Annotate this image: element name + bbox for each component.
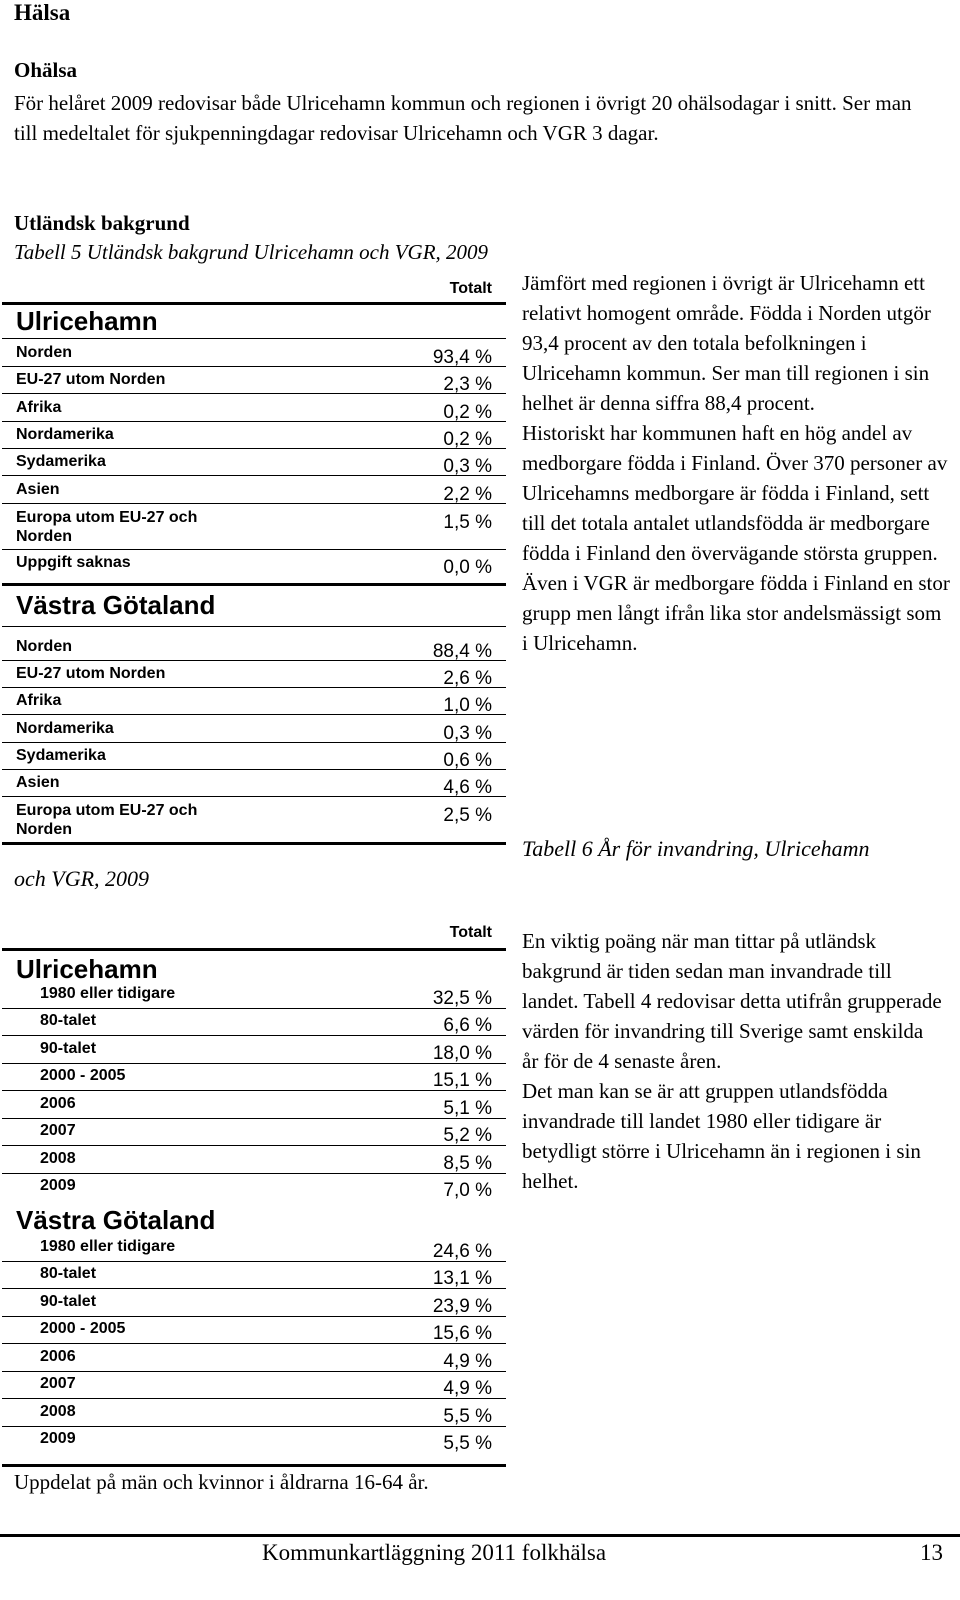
row-rule [2, 393, 506, 394]
row-value: 4,6 % [443, 777, 492, 798]
row-rule [2, 1261, 506, 1262]
side-text-bottom [522, 926, 942, 1196]
row-label: Uppgift saknas [16, 554, 131, 571]
table6-caption: Tabell 6 År för invandring, Ulricehamn [522, 836, 870, 861]
row-value: 24,6 % [432, 1241, 492, 1262]
group-label: Västra Götaland [16, 1205, 216, 1235]
row-rule [2, 475, 506, 476]
row-label: Europa utom EU-27 och Norden [16, 509, 198, 545]
row-rule [2, 1464, 506, 1467]
row-rule [2, 503, 506, 504]
row-rule [2, 1090, 506, 1091]
row-label: 2006 [40, 1095, 76, 1112]
table-utlandsk-bakgrund [2, 270, 506, 850]
row-rule [2, 1371, 506, 1372]
row-rule [2, 366, 506, 367]
row-value: 4,9 % [443, 1378, 492, 1399]
table5-caption: Tabell 5 Utländsk bakgrund Ulricehamn och VGR, 2009 [14, 240, 489, 264]
row-rule [2, 1035, 506, 1036]
table-note: Uppdelat på män och kvinnor i åldrarna 16-64 år. [14, 1470, 429, 1494]
row-rule [2, 1426, 506, 1427]
section-title-bakgrund: Utländsk bakgrund [14, 211, 190, 235]
table5-group-ulricehamn [2, 306, 506, 338]
row-value: 8,5 % [443, 1153, 492, 1174]
row-rule [2, 1288, 506, 1289]
row-value: 18,0 % [432, 1043, 492, 1064]
row-rule [2, 796, 506, 797]
table6-group-ulricehamn [2, 954, 506, 986]
row-value: 88,4 % [432, 641, 492, 662]
side-paragraph: Jämfört med regionen i övrigt är Ulricehamn ett relativt homogent område. Födda i Norden utgör 93,4 procent av den totala befolkningen i Ulricehamn kommun. Ser man till regionen i sin helhet är denna siffra 88,4 procent. [522, 271, 931, 415]
row-label: Afrika [16, 692, 62, 709]
row-rule [2, 421, 506, 422]
row-label: 1980 eller tidigare [40, 1238, 176, 1255]
row-rule [2, 687, 506, 688]
row-value: 32,5 % [432, 988, 492, 1009]
row-value: 4,9 % [443, 1351, 492, 1372]
row-value: 6,6 % [443, 1015, 492, 1036]
row-rule [2, 1008, 506, 1009]
row-value: 7,0 % [443, 1180, 492, 1201]
side-text-top [522, 268, 952, 658]
row-label: 2006 [40, 1348, 76, 1365]
row-label: 90-talet [40, 1040, 97, 1057]
footer-title: Kommunkartläggning 2011 folkhälsa [262, 1540, 607, 1565]
group-label: Ulricehamn [16, 954, 158, 984]
footer-rule [0, 1534, 960, 1537]
table6-header-rule [2, 948, 506, 951]
row-label: Europa utom EU-27 och Norden [16, 802, 198, 838]
row-label: 2007 [40, 1375, 76, 1392]
row-rule [2, 1398, 506, 1399]
row-rule [2, 660, 506, 661]
section-title-ohalsa: Ohälsa [14, 58, 78, 82]
row-rule [2, 626, 506, 627]
table5-group-vastra-gotaland [2, 590, 506, 622]
row-label: 2009 [40, 1177, 76, 1194]
row-label: 80-talet [40, 1012, 97, 1029]
row-label: EU-27 utom Norden [16, 665, 166, 682]
row-value: 0,2 % [443, 402, 492, 423]
row-rule [2, 1118, 506, 1119]
row-value: 0,3 % [443, 456, 492, 477]
row-label: Asien [16, 774, 60, 791]
row-rule [2, 1145, 506, 1146]
table6-caption-fragment: och VGR, 2009 [14, 866, 150, 891]
row-rule [2, 1173, 506, 1174]
row-label: Norden [16, 344, 72, 361]
side-paragraph: Även i VGR är medborgare födda i Finland en stor grupp men långt ifrån lika stor andelsmässigt som i Ulricehamn. [522, 571, 950, 655]
row-rule [2, 1063, 506, 1064]
row-label: 90-talet [40, 1293, 97, 1310]
row-label: Sydamerika [16, 453, 106, 470]
row-label: EU-27 utom Norden [16, 371, 166, 388]
row-rule [2, 1316, 506, 1317]
table-ar-for-invandring [2, 912, 506, 1472]
row-value: 5,5 % [443, 1406, 492, 1427]
row-value: 2,3 % [443, 374, 492, 395]
table5-header-rule [2, 302, 506, 305]
row-label: Sydamerika [16, 747, 106, 764]
row-label: Norden [16, 638, 72, 655]
row-label: 2008 [40, 1150, 76, 1167]
row-value: 23,9 % [432, 1296, 492, 1317]
table5-col-header: Totalt [449, 280, 492, 297]
row-label: Nordamerika [16, 426, 114, 443]
row-rule [2, 842, 506, 845]
group-label: Västra Götaland [16, 590, 216, 620]
page-heading: Hälsa [14, 0, 71, 25]
row-rule [2, 338, 506, 339]
row-value: 2,6 % [443, 668, 492, 689]
side-paragraph: En viktig poäng när man tittar på utländsk bakgrund är tiden sedan man invandrade till landet. Tabell 4 redovisar detta utifrån grupperade värden för invandring till Sverige samt enskilda år för de 4 senaste åren. [522, 929, 942, 1073]
row-rule [2, 1343, 506, 1344]
row-value: 0,0 % [443, 557, 492, 578]
page-number: 13 [920, 1540, 943, 1565]
row-label: 2000 - 2005 [40, 1320, 126, 1337]
row-value: 1,5 % [443, 512, 492, 533]
row-label: 1980 eller tidigare [40, 985, 176, 1002]
row-value: 5,2 % [443, 1125, 492, 1146]
row-label: Afrika [16, 399, 62, 416]
row-label: Asien [16, 481, 60, 498]
row-label: 2008 [40, 1403, 76, 1420]
row-value: 5,1 % [443, 1098, 492, 1119]
table6-group-vastra-gotaland [2, 1205, 506, 1237]
row-value: 2,5 % [443, 805, 492, 826]
row-value: 0,3 % [443, 723, 492, 744]
row-label: Nordamerika [16, 720, 114, 737]
row-label: 2007 [40, 1122, 76, 1139]
side-paragraph: Det man kan se är att gruppen utlandsfödda invandrade till landet 1980 eller tidigare är betydligt större i Ulricehamn än i regionen i sin helhet. [522, 1079, 921, 1193]
row-label: 80-talet [40, 1265, 97, 1282]
row-value: 93,4 % [432, 347, 492, 368]
row-rule [2, 714, 506, 715]
row-value: 0,2 % [443, 429, 492, 450]
row-rule [2, 583, 506, 586]
table6-col-header: Totalt [449, 924, 492, 941]
row-value: 1,0 % [443, 695, 492, 716]
row-value: 0,6 % [443, 750, 492, 771]
ohalsa-paragraph: För helåret 2009 redovisar både Ulricehamn kommun och regionen i övrigt 20 ohälsodagar i snitt. Ser man till medeltalet för sjukpenningdagar redovisar Ulricehamn och VGR 3 dagar. [14, 91, 912, 145]
row-value: 15,1 % [432, 1070, 492, 1091]
row-rule [2, 769, 506, 770]
row-value: 15,6 % [432, 1323, 492, 1344]
row-rule [2, 549, 506, 550]
row-value: 5,5 % [443, 1433, 492, 1454]
row-value: 13,1 % [432, 1268, 492, 1289]
side-paragraph: Historiskt har kommunen haft en hög andel av medborgare födda i Finland. Över 370 personer av Ulricehamns medborgare är födda i Finland, sett till det totala antalet utlandsfödda är medborgare födda i Finland den övervägande största gruppen. [522, 421, 948, 565]
group-label: Ulricehamn [16, 306, 158, 336]
row-value: 2,2 % [443, 484, 492, 505]
row-rule [2, 448, 506, 449]
row-label: 2009 [40, 1430, 76, 1447]
row-rule [2, 742, 506, 743]
row-label: 2000 - 2005 [40, 1067, 126, 1084]
